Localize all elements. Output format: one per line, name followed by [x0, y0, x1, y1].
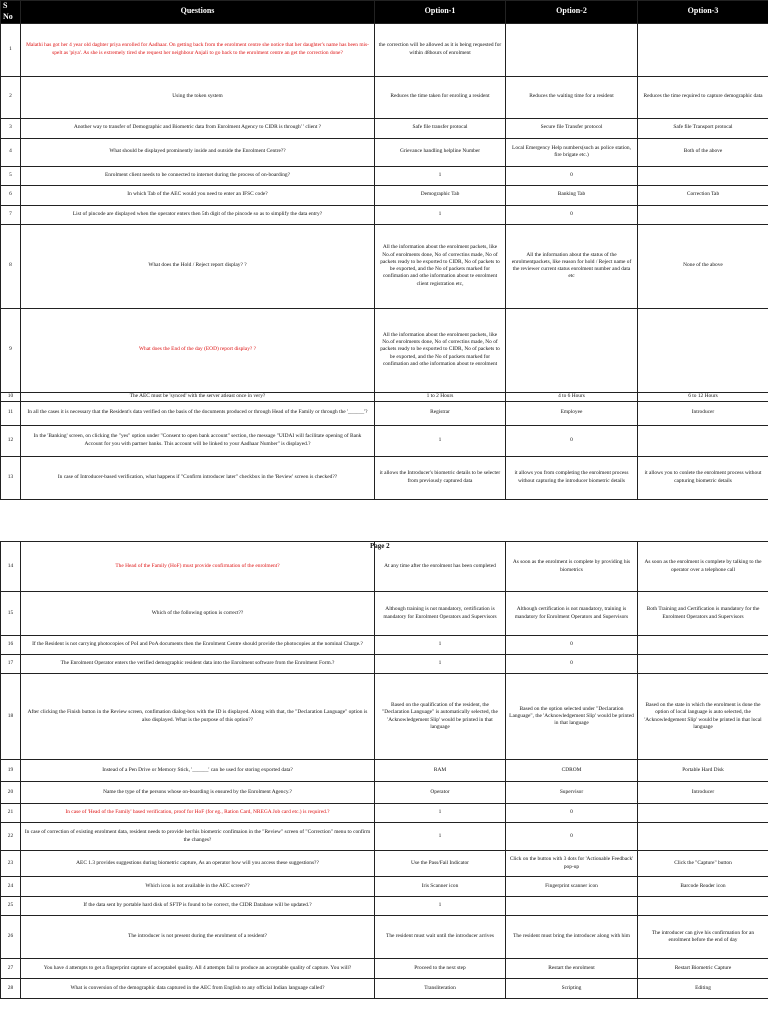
row-question: Using the token system	[21, 76, 375, 118]
row-option-3: Both of the above	[638, 138, 768, 166]
row-option-2: 0	[506, 425, 638, 456]
row-option-2: Local Emergency Help numbers(such as police station, fire brigate etc.)	[506, 138, 638, 166]
sheet-page-2	[0, 541, 768, 999]
row-option-2: Based on the option selected under "Declaration Language", the 'Acknowledgement Slip' would be printed in that language	[506, 674, 638, 760]
row-sno: 8	[1, 224, 21, 308]
row-option-1: 1	[375, 205, 506, 224]
table-row	[1, 23, 768, 76]
table-row	[1, 636, 768, 655]
row-question: Malathi has got her 4 year old daghter priya enrolled for Aadhaar. On getting back from the enrolment centre she notice that her daughter's name has been mis-spelt as 'piya'. As she is extremely tired she request her neighbour Anjali to go back to the enrolment centre an get the correction done?	[21, 23, 375, 76]
row-sno: 24	[1, 877, 21, 897]
row-option-1: All the information about the enrolment packets, like No.of enrolments done, No of correctins made, No of packets ready to be exported to CIDR, No of packets to be exported, and the No of packets marked for confimation and othe information about te enrolment client registration etc,	[375, 224, 506, 308]
row-option-3	[638, 823, 768, 851]
row-question: In case of 'Head of the Family' based verification, proof for HoF (for eg., Ration Card, NREGA Job card etc.) is required.?	[21, 804, 375, 823]
row-option-2: 0	[506, 205, 638, 224]
table-row	[1, 916, 768, 959]
table-row	[1, 782, 768, 804]
row-option-2: All the information about the status of the enrolmentpackets, like reason for hold / Reject name of the reviewer current status enrolment number and data etc	[506, 224, 638, 308]
table-row	[1, 308, 768, 392]
table-body-page-2	[1, 542, 768, 999]
row-option-3	[638, 308, 768, 392]
row-option-1: Proceed to the next step	[375, 959, 506, 979]
table-row	[1, 392, 768, 401]
row-option-3: 6 to 12 Hours	[638, 392, 768, 401]
table-row	[1, 425, 768, 456]
row-question: Instead of a Pen Drive or Memory Stick, '______' can be used for storing exported data?	[21, 760, 375, 782]
table-row	[1, 897, 768, 916]
row-sno: 1	[1, 23, 21, 76]
row-sno: 20	[1, 782, 21, 804]
row-question: In all the cases it is necessary that the Resident's data verified on the basis of the documents produced or through Head of the Family or through the '______'?	[21, 401, 375, 425]
row-option-2: The resident must bring the introducer along with him	[506, 916, 638, 959]
row-question: AEC 1.3 provides suggestions during biometric capture, As an operator how will you access these suggestions??	[21, 851, 375, 877]
row-question: Name the type of the persons whose on-boarding is ensured by the Enrolment Agency.?	[21, 782, 375, 804]
row-option-1: RAM	[375, 760, 506, 782]
row-option-3: None of the above	[638, 224, 768, 308]
row-option-3	[638, 425, 768, 456]
row-sno: 19	[1, 760, 21, 782]
row-question: In case of correction of existing enrolment data, resident needs to provide her/his biometric confimaion in the "Review" screen of "Correction" menu to confirm the changes?	[21, 823, 375, 851]
row-question: List of pincode are displayed when the operator enters then 5th digit of the pincode so as to simplify the data entry?	[21, 205, 375, 224]
row-sno: 9	[1, 308, 21, 392]
row-sno: 26	[1, 916, 21, 959]
row-option-2: 0	[506, 636, 638, 655]
row-option-3: it allows you to conlete the enrolment process without capturing biometric details	[638, 456, 768, 499]
row-sno: 23	[1, 851, 21, 877]
row-question: In which Tab of the AEC would you need to enter an IFSC code?	[21, 185, 375, 205]
row-option-3	[638, 23, 768, 76]
table-row	[1, 959, 768, 979]
row-option-2	[506, 23, 638, 76]
questions-table-page-1	[0, 0, 768, 500]
row-option-1: 1	[375, 166, 506, 185]
row-option-1: Safe file transfer protocal	[375, 118, 506, 138]
row-option-2: 0	[506, 823, 638, 851]
table-row	[1, 655, 768, 674]
row-question: If the data sent by portable hard disk of SFTP is found to be correct, the CIDR Database will be updated.?	[21, 897, 375, 916]
row-option-2: CDROM	[506, 760, 638, 782]
row-sno: 25	[1, 897, 21, 916]
row-option-2	[506, 308, 638, 392]
row-option-2	[506, 897, 638, 916]
row-option-3: Click the "Capture" button	[638, 851, 768, 877]
row-question: The AEC must be 'synced' with the server atleast once in very?	[21, 392, 375, 401]
row-sno: 11	[1, 401, 21, 425]
row-option-1: The resident must wait until the introducer arrives	[375, 916, 506, 959]
table-row	[1, 804, 768, 823]
row-sno: 10	[1, 392, 21, 401]
header-option-1: Option-1	[375, 1, 506, 24]
table-row	[1, 166, 768, 185]
row-option-3: Safe file Transport protocal	[638, 118, 768, 138]
row-option-3: Based on the state in which the enrolment is done the option of local language is auto selected, the 'Acknowledgement Slip' would be printed in that local language	[638, 674, 768, 760]
table-row	[1, 877, 768, 897]
row-question: You have 4 attempts to get a fingerprint capture of acceptabel quality. All 4 attempts fail to produce an acceptable quality of capture. You will?	[21, 959, 375, 979]
table-row	[1, 401, 768, 425]
row-option-3: As soon as the enrolment is complete by talking to the operator over a telephone call	[638, 542, 768, 592]
table-row	[1, 979, 768, 999]
table-row	[1, 674, 768, 760]
table-row	[1, 851, 768, 877]
row-option-1: At any time after the enrolment has been completed	[375, 542, 506, 592]
row-sno: 14	[1, 542, 21, 592]
row-question: The Head of the Family (HoF) must provide confirmation of the enrolment?	[21, 542, 375, 592]
row-option-3: Restart Biometric Capture	[638, 959, 768, 979]
row-option-1: 1	[375, 636, 506, 655]
row-sno: 28	[1, 979, 21, 999]
row-sno: 4	[1, 138, 21, 166]
table-row	[1, 118, 768, 138]
row-option-2: Although certification is not mandatory, training is mandatory for Enrolment Operators and Supervisors	[506, 592, 638, 636]
row-question: Enrolment client needs to be connected to internet during the process of on-boarding?	[21, 166, 375, 185]
table-row	[1, 185, 768, 205]
questions-table-page-2	[0, 541, 768, 999]
row-option-2: Supervisor	[506, 782, 638, 804]
row-option-2: Restart the enrolment	[506, 959, 638, 979]
row-option-2: 0	[506, 804, 638, 823]
row-option-1: Use the Pass/Fail Indicator	[375, 851, 506, 877]
row-question: Another way to transfer of Demographic and Biometric data from Enrolment Agency to CIDR is through' ' client ?	[21, 118, 375, 138]
row-sno: 17	[1, 655, 21, 674]
row-sno: 2	[1, 76, 21, 118]
row-option-1: 1	[375, 897, 506, 916]
row-question: In case of Introducer-based verification, what happens if "Confirm introducer later" checkbox in the 'Review' screen is checked??	[21, 456, 375, 499]
row-option-1: Grievance handling helpline Number	[375, 138, 506, 166]
row-sno: 7	[1, 205, 21, 224]
row-sno: 16	[1, 636, 21, 655]
row-question: Which of the following option is correct??	[21, 592, 375, 636]
row-sno: 15	[1, 592, 21, 636]
table-row	[1, 205, 768, 224]
row-question: The Enrolment Operator enters the verified demographic resident data into the Enrolment software from the Enrolment Form.?	[21, 655, 375, 674]
row-option-1: Registrar	[375, 401, 506, 425]
row-option-3: Both Training and Certification is mandatory for the Enrolment Operators and Supervisors	[638, 592, 768, 636]
row-option-2: Scripting	[506, 979, 638, 999]
row-question: The introducer is not present during the enrolment of a resident?	[21, 916, 375, 959]
row-option-3	[638, 804, 768, 823]
row-option-2: Banking Tab	[506, 185, 638, 205]
page-2-label: Page 2	[370, 542, 390, 550]
row-question: In the 'Banking' screen, on clicking the "yes" option under "Consent to open bank account" section, the message "UIDAI will facilitate opening of Bank Account for you with partner banks. This account will be linked to your Aadhaar Number" is displayed.?	[21, 425, 375, 456]
row-sno: 12	[1, 425, 21, 456]
row-option-3: Reduces the time required to capture demographic data	[638, 76, 768, 118]
row-sno: 18	[1, 674, 21, 760]
row-option-3	[638, 655, 768, 674]
row-sno: 22	[1, 823, 21, 851]
row-question: Which icon is not available in the AEC screen??	[21, 877, 375, 897]
row-option-3: Correction Tab	[638, 185, 768, 205]
row-option-1: Demographic Tab	[375, 185, 506, 205]
row-option-1: Based on the qualification of the resident, the "Declaration Language" is automatically selected, the 'Acknowledgement Slip' would be printed in that language	[375, 674, 506, 760]
row-option-1: 1	[375, 804, 506, 823]
row-option-2: 4 to 6 Hours	[506, 392, 638, 401]
row-option-1: Iris Scanner icon	[375, 877, 506, 897]
table-row	[1, 224, 768, 308]
row-option-1: Transliteration	[375, 979, 506, 999]
row-option-1: the correction will be allowed as it is being requested for within 48hours of enrolment	[375, 23, 506, 76]
row-option-2: 0	[506, 166, 638, 185]
row-sno: 6	[1, 185, 21, 205]
table-row	[1, 456, 768, 499]
table-row	[1, 592, 768, 636]
row-option-2: Employee	[506, 401, 638, 425]
table-row	[1, 760, 768, 782]
row-option-3	[638, 636, 768, 655]
row-option-2: it allows you from completing the enrolment process without capturing the introducer biometric details	[506, 456, 638, 499]
page-break	[0, 525, 768, 540]
row-option-1: 1	[375, 425, 506, 456]
table-row	[1, 542, 768, 592]
row-option-1: it allows the Introducer's biometric details to be selecter from previously captured data	[375, 456, 506, 499]
header-option-2: Option-2	[506, 1, 638, 24]
row-question: What should be displayed prominently inside and outside the Enrolment Centre??	[21, 138, 375, 166]
row-sno: 5	[1, 166, 21, 185]
table-row	[1, 823, 768, 851]
row-option-3: Editing	[638, 979, 768, 999]
row-sno: 3	[1, 118, 21, 138]
row-option-2: 0	[506, 655, 638, 674]
row-option-3: Introducer	[638, 401, 768, 425]
header-option-3: Option-3	[638, 1, 768, 24]
row-question: After clicking the Finish button in the Review screen, confimation dialog-box with the ID is displayed. Along with that, the "Declaration Language" option is also displayed. What is the purpose of this option??	[21, 674, 375, 760]
row-sno: 13	[1, 456, 21, 499]
row-option-2: Fingerprint scanner icon	[506, 877, 638, 897]
row-option-1: 1	[375, 823, 506, 851]
row-question: If the Resident is not carrying photocopies of PoI and PoA documents then the Enrolment Centre should provide the photocopies at the nominal Charge.?	[21, 636, 375, 655]
row-option-2: As soon as the enrolment is complete by providing his biometrics	[506, 542, 638, 592]
header-sno: S No	[1, 1, 21, 24]
row-option-1: Reduces the time taken for enroling a resident	[375, 76, 506, 118]
row-option-2: Click on the button with 3 dots for 'Actionable Feedback' pop-up	[506, 851, 638, 877]
table-row	[1, 76, 768, 118]
row-option-2: Reduces the waiting time for a resident	[506, 76, 638, 118]
row-option-1: All the information about the enrolment packets, like No.of enrolments done, No of correctins made, No of packets ready to be exported to CIDR, No of packets to be exported, and the No of packets marked for confimation and othe information about te enrolment	[375, 308, 506, 392]
table-row	[1, 138, 768, 166]
row-option-3: Introducer	[638, 782, 768, 804]
row-sno: 27	[1, 959, 21, 979]
row-option-3: Barcode Reader icon	[638, 877, 768, 897]
sheet-page-1	[0, 0, 768, 500]
row-option-3: The introducer can give his confirmation for an enrolment before the end of day	[638, 916, 768, 959]
row-option-1: 1 to 2 Hours	[375, 392, 506, 401]
row-option-1: Although training is not mandatory, certification is mandatory for Enrolment Operators and Supervisors	[375, 592, 506, 636]
row-question: What does the Hold / Reject report display? ?	[21, 224, 375, 308]
row-option-3: Portable Hard Disk	[638, 760, 768, 782]
row-option-1: Operator	[375, 782, 506, 804]
row-question: What is conversion of the demographic data captured in the AEC from English to any official Indian language called?	[21, 979, 375, 999]
header-row	[1, 1, 768, 24]
row-option-2: Secure file Transfer protocol	[506, 118, 638, 138]
row-option-1: 1	[375, 655, 506, 674]
header-questions: Questions	[21, 1, 375, 24]
row-sno: 21	[1, 804, 21, 823]
row-option-3	[638, 897, 768, 916]
row-option-3	[638, 166, 768, 185]
table-body-page-1	[1, 23, 768, 499]
row-question: What does the End of the day (EOD) report display? ?	[21, 308, 375, 392]
row-option-3	[638, 205, 768, 224]
